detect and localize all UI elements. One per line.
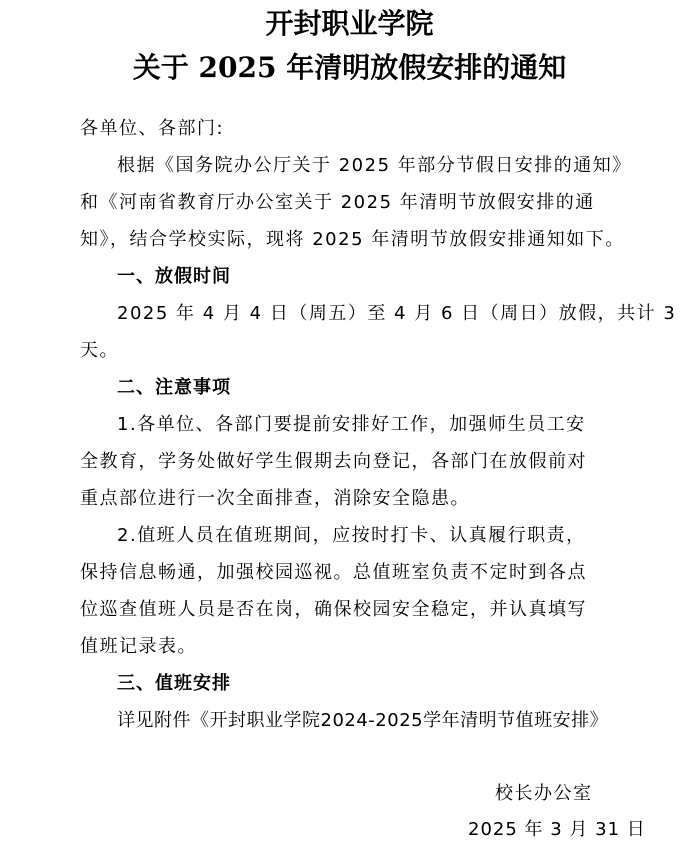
intro-line-3: 知》，结合学校实际，现将 2025 年清明节放假安排通知如下。: [80, 229, 625, 250]
section-heading-notes: 二、注意事项: [117, 377, 231, 398]
section-heading-holiday-time: 一、放假时间: [117, 266, 231, 287]
institution-title: 开封职业学院: [265, 7, 434, 40]
intro-line-1: 根据《国务院办公厅关于 2025 年部分节假日安排的通知》: [117, 155, 632, 176]
notes-item2-line-4: 值班记录表。: [80, 636, 197, 657]
issuing-office: 校长办公室: [495, 783, 593, 804]
notes-item1-line-2: 全教育，学务处做好学生假期去向登记，各部门在放假前对: [80, 451, 587, 472]
notes-item2-line-1: 2.值班人员在值班期间，应按时打卡、认真履行职责，: [117, 525, 586, 546]
duty-arrangement-line: 详见附件《开封职业学院2024-2025学年清明节值班安排》: [117, 710, 609, 731]
holiday-time-line-1: 2025 年 4 月 4 日（周五）至 4 月 6 日（周日）放假，共计 3: [117, 303, 677, 324]
notes-item1-line-3: 重点部位进行一次全面排查，消除安全隐患。: [80, 488, 470, 509]
issue-date: 2025 年 3 月 31 日: [468, 819, 646, 840]
section-heading-duty: 三、值班安排: [117, 673, 231, 694]
holiday-time-line-2: 天。: [80, 340, 119, 361]
salutation: 各单位、各部门:: [80, 118, 225, 139]
notes-item1-line-1: 1.各单位、各部门要提前安排好工作，加强师生员工安: [117, 414, 586, 435]
notice-title: 关于 2025 年清明放假安排的通知: [132, 51, 567, 84]
intro-line-2: 和《河南省教育厅办公室关于 2025 年清明节放假安排的通: [80, 192, 595, 213]
notes-item2-line-2: 保持信息畅通，加强校园巡视。总值班室负责不定时到各点: [80, 562, 587, 583]
notes-item2-line-3: 位巡查值班人员是否在岗，确保校园安全稳定，并认真填写: [80, 599, 587, 620]
